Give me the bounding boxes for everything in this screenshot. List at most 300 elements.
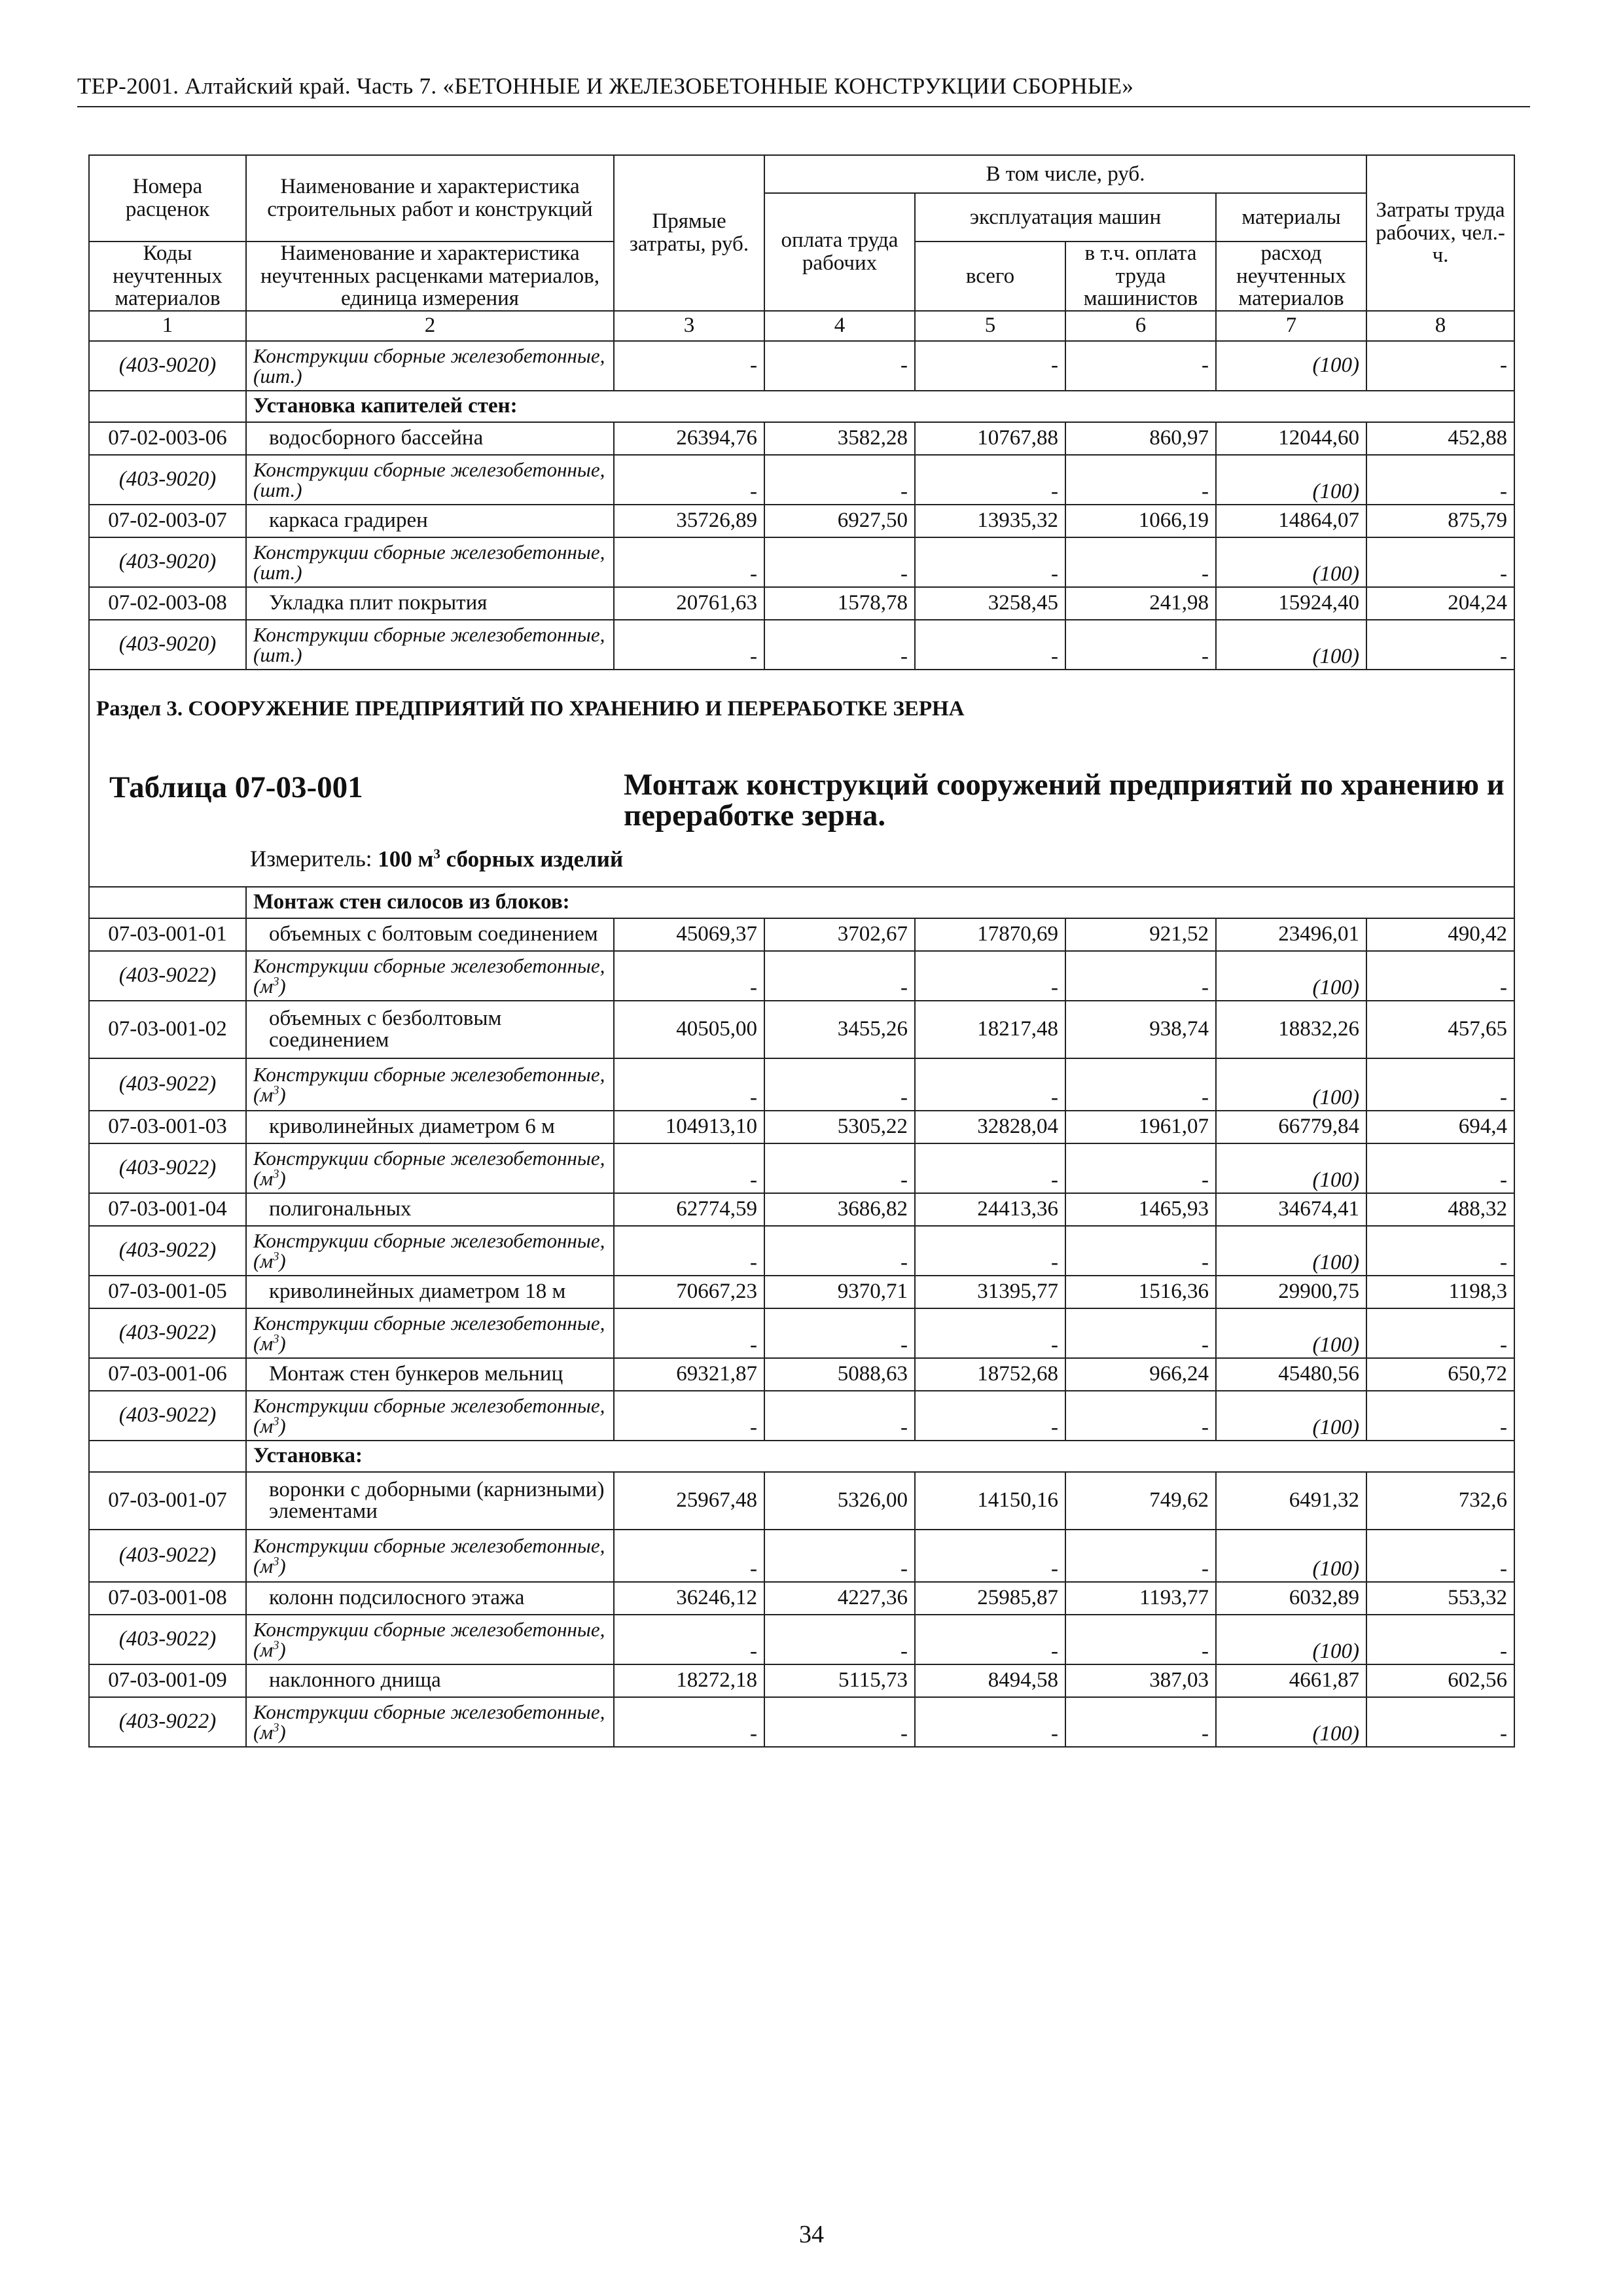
rate-value: 18832,26 [1216,1001,1366,1058]
material-name: Конструкции сборные железобетонные, (шт.) [246,341,614,391]
column-number: 7 [1216,311,1366,341]
material-value: - [915,455,1065,505]
rate-value: 1066,19 [1065,505,1216,537]
rate-value: 490,42 [1366,918,1514,951]
material-value: - [1366,1058,1514,1111]
material-value: - [764,951,915,1001]
material-value: - [1065,1530,1216,1582]
material-value: (100) [1216,537,1366,587]
material-code: (403-9022) [89,1058,246,1111]
rate-value: 457,65 [1366,1001,1514,1058]
material-value: (100) [1216,620,1366,670]
material-name-text: Конструкции сборные железобетонные, (м [253,954,605,997]
rate-code: 07-03-001-07 [89,1472,246,1530]
material-code: (403-9022) [89,1308,246,1358]
rate-value: 602,56 [1366,1664,1514,1697]
unit-tail: ) [279,1249,286,1272]
material-row [89,537,1514,587]
column-numbers-row [89,311,1514,341]
column-number: 3 [614,311,764,341]
rate-value: 553,32 [1366,1582,1514,1615]
material-name [246,455,614,505]
material-code: (403-9022) [89,1226,246,1276]
meter-rest: сборных изделий [446,846,624,872]
rate-value: 26394,76 [614,422,764,455]
material-value: - [915,620,1065,670]
material-value: (100) [1216,1308,1366,1358]
material-name [246,1143,614,1193]
section-title: Раздел 3. СООРУЖЕНИЕ ПРЕДПРИЯТИЙ ПО ХРАНЕНИЮ И ПЕРЕРАБОТКЕ ЗЕРНА [89,670,1514,749]
rate-row [89,1358,1514,1391]
rate-row [89,1001,1514,1058]
header-row-1 [89,155,1514,193]
material-name [246,951,614,1001]
rate-value: 25967,48 [614,1472,764,1530]
unit-tail: ) [279,1720,286,1744]
rate-value: 23496,01 [1216,918,1366,951]
material-value: - [614,1615,764,1664]
rate-value: 8494,58 [915,1664,1065,1697]
rate-value: 6927,50 [764,505,915,537]
col-header-machines: эксплуатация машин [915,193,1216,242]
rate-value: 921,52 [1065,918,1216,951]
rate-value: 1516,36 [1065,1276,1216,1308]
material-value: - [1366,341,1514,391]
material-value: - [1065,1391,1216,1441]
material-value: (100) [1216,341,1366,391]
rate-code: 07-02-003-06 [89,422,246,455]
material-value: - [1065,455,1216,505]
material-value: - [1366,1226,1514,1276]
rate-code: 07-03-001-01 [89,918,246,951]
material-row [89,1530,1514,1582]
rate-row [89,422,1514,455]
material-value: - [614,1308,764,1358]
material-value: - [614,455,764,505]
group-title-row [89,887,1514,918]
material-value: - [1366,455,1514,505]
material-value: - [1366,1391,1514,1441]
work-name: Укладка плит покрытия [246,587,614,620]
rate-value: 5088,63 [764,1358,915,1391]
material-value: - [915,341,1065,391]
rate-value: 14864,07 [1216,505,1366,537]
material-value: - [1065,1697,1216,1747]
material-name [246,537,614,587]
material-name-text: Конструкции сборные железобетонные, (м [253,1062,605,1106]
rate-value: 9370,71 [764,1276,915,1308]
rate-value: 104913,10 [614,1111,764,1143]
unit-superscript: 3 [273,1638,279,1653]
col-header-material-name: Наименование и характеристика неучтенных расценками материалов, единица измерения [246,242,614,311]
rate-value: 18272,18 [614,1664,764,1697]
col-header-labor-hours: Затраты труда рабочих, чел.-ч. [1366,155,1514,311]
rate-value: 650,72 [1366,1358,1514,1391]
rate-value: 4661,87 [1216,1664,1366,1697]
material-value: - [915,537,1065,587]
rate-value: 20761,63 [614,587,764,620]
material-value: - [915,951,1065,1001]
rate-code: 07-03-001-04 [89,1193,246,1226]
material-value: - [1065,1058,1216,1111]
rate-value: 3686,82 [764,1193,915,1226]
material-row [89,1226,1514,1276]
rate-value: 204,24 [1366,587,1514,620]
unit-superscript: 3 [273,1332,279,1346]
material-value: (100) [1216,1226,1366,1276]
material-value: - [1065,1615,1216,1664]
rate-value: 488,32 [1366,1193,1514,1226]
section-title-row [89,670,1514,749]
rate-row [89,1472,1514,1530]
work-name: воронки с доборными (карнизными) элементами [246,1472,614,1530]
group-title-row [89,1441,1514,1472]
rate-code: 07-03-001-03 [89,1111,246,1143]
material-name [246,1615,614,1664]
material-name [246,1058,614,1111]
col-header-rate-numbers: Номера расценок [89,155,246,242]
meter-value: 100 м [378,846,434,872]
material-value: - [614,951,764,1001]
rate-value: 1578,78 [764,587,915,620]
rate-value: 3455,26 [764,1001,915,1058]
col-header-material-codes: Коды неучтенных материалов [89,242,246,311]
unit-superscript: 3 [273,1167,279,1181]
table-title-row [89,749,1514,887]
work-name: объемных с безболтовым соединением [246,1001,614,1058]
material-row [89,1391,1514,1441]
rate-value: 14150,16 [915,1472,1065,1530]
material-code: (403-9022) [89,1615,246,1664]
material-row [89,1058,1514,1111]
rate-value: 45480,56 [1216,1358,1366,1391]
material-value: - [764,1391,915,1441]
material-code: (403-9020) [89,341,246,391]
material-value: - [1065,341,1216,391]
material-value: - [915,1697,1065,1747]
material-value: - [764,620,915,670]
material-value: - [614,1697,764,1747]
material-code: (403-9020) [89,537,246,587]
rate-row [89,1664,1514,1697]
rates-table [88,154,1515,1748]
unit-tail: ) [279,1331,286,1355]
rate-value: 875,79 [1366,505,1514,537]
column-number: 8 [1366,311,1514,341]
group-title: Установка: [246,1441,1514,1472]
material-value: - [614,1058,764,1111]
rate-value: 12044,60 [1216,422,1366,455]
material-value: (100) [1216,951,1366,1001]
material-name [246,1697,614,1747]
material-value: - [915,1226,1065,1276]
rate-value: 34674,41 [1216,1193,1366,1226]
material-row [89,620,1514,670]
material-name [246,1226,614,1276]
material-value: - [915,1615,1065,1664]
material-code: (403-9022) [89,1143,246,1193]
rate-code: 07-02-003-07 [89,505,246,537]
unit-tail: ) [279,1414,286,1437]
rate-value: 938,74 [1065,1001,1216,1058]
rate-value: 860,97 [1065,422,1216,455]
material-row [89,455,1514,505]
material-value: - [764,537,915,587]
rate-row [89,1276,1514,1308]
unit-superscript: 3 [273,1249,279,1264]
col-header-worker-pay: оплата труда рабочих [764,193,915,311]
rate-value: 732,6 [1366,1472,1514,1530]
unit-tail: ) [279,1638,286,1661]
group-spacer [89,887,246,918]
group-spacer [89,1441,246,1472]
material-name [246,1308,614,1358]
material-value: - [1065,1308,1216,1358]
material-value: (100) [1216,455,1366,505]
work-name: водосборного бассейна [246,422,614,455]
rate-value: 5115,73 [764,1664,915,1697]
page-header-title: ТЕР-2001. Алтайский край. Часть 7. «БЕТОННЫЕ И ЖЕЛЕЗОБЕТОННЫЕ КОНСТРУКЦИИ СБОРНЫЕ» [77,73,1134,99]
material-value: - [1065,620,1216,670]
material-value: - [764,1226,915,1276]
rate-code: 07-03-001-06 [89,1358,246,1391]
material-value: (100) [1216,1615,1366,1664]
material-value: - [915,1391,1065,1441]
rate-value: 70667,23 [614,1276,764,1308]
material-value: - [614,620,764,670]
material-value: - [614,1143,764,1193]
rate-value: 1961,07 [1065,1111,1216,1143]
rate-value: 387,03 [1065,1664,1216,1697]
material-value: - [1366,1308,1514,1358]
material-value: - [764,1530,915,1582]
rate-value: 749,62 [1065,1472,1216,1530]
unit-superscript: 3 [273,1721,279,1735]
rate-code: 07-02-003-08 [89,587,246,620]
meter-label: Измеритель: [250,846,372,872]
rate-value: 3702,67 [764,918,915,951]
material-row [89,1615,1514,1664]
material-name-text: Конструкции сборные железобетонные, (м [253,1146,605,1190]
material-code: (403-9022) [89,1697,246,1747]
material-name-text: Конструкции сборные железобетонные, (м [253,1534,605,1577]
rate-value: 45069,37 [614,918,764,951]
rate-value: 1465,93 [1065,1193,1216,1226]
material-value: - [915,1308,1065,1358]
rate-value: 966,24 [1065,1358,1216,1391]
rate-code: 07-03-001-05 [89,1276,246,1308]
col-header-direct-costs: Прямые затраты, руб. [614,155,764,311]
rate-value: 10767,88 [915,422,1065,455]
material-name-text: Конструкции сборные железобетонные, (м [253,1311,605,1355]
column-number: 6 [1065,311,1216,341]
rate-value: 35726,89 [614,505,764,537]
material-value: - [1065,1226,1216,1276]
rate-value: 694,4 [1366,1111,1514,1143]
work-name: криволинейных диаметром 6 м [246,1111,614,1143]
col-header-machines-total: всего [915,242,1065,311]
rate-row [89,587,1514,620]
material-value: - [764,455,915,505]
work-name: каркаса градирен [246,505,614,537]
material-value: - [764,1143,915,1193]
rate-value: 17870,69 [915,918,1065,951]
rate-row [89,505,1514,537]
meter-superscript: 3 [433,845,440,861]
material-value: - [764,1058,915,1111]
rate-value: 66779,84 [1216,1111,1366,1143]
material-code: (403-9022) [89,1530,246,1582]
unit-superscript: 3 [273,1554,279,1569]
material-value: - [1366,951,1514,1001]
material-name [246,620,614,670]
rate-value: 3582,28 [764,422,915,455]
unit-tail: ) [279,1083,286,1106]
column-number: 2 [246,311,614,341]
group-title: Монтаж стен силосов из блоков: [246,887,1514,918]
material-value: - [764,1697,915,1747]
col-header-work-name: Наименование и характеристика строительных работ и конструкций [246,155,614,242]
material-name-text: Конструкции сборные железобетонные, (шт.) [253,457,605,501]
material-name-text: Конструкции сборные железобетонные, (м [253,1229,605,1272]
rate-value: 25985,87 [915,1582,1065,1615]
rate-value: 6032,89 [1216,1582,1366,1615]
material-value: - [915,1143,1065,1193]
col-header-including: В том числе, руб. [764,155,1366,193]
material-value: (100) [1216,1058,1366,1111]
rate-value: 5305,22 [764,1111,915,1143]
material-value: - [1366,620,1514,670]
material-value: (100) [1216,1530,1366,1582]
rate-value: 5326,00 [764,1472,915,1530]
material-value: (100) [1216,1391,1366,1441]
rate-value: 18217,48 [915,1001,1065,1058]
material-row [89,1143,1514,1193]
unit-tail: ) [279,974,286,997]
work-name: Монтаж стен бункеров мельниц [246,1358,614,1391]
material-value: - [1366,1615,1514,1664]
group-spacer [89,391,246,422]
unit-tail: ) [279,1554,286,1577]
material-value: - [915,1058,1065,1111]
rate-value: 36246,12 [614,1582,764,1615]
table-label: Таблица 07-03-001 [109,770,363,804]
col-header-operator-pay: в т.ч. оплата труда машинистов [1065,242,1216,311]
rate-value: 69321,87 [614,1358,764,1391]
material-value: - [1366,537,1514,587]
rate-value: 62774,59 [614,1193,764,1226]
material-value: - [1065,951,1216,1001]
col-header-materials: материалы [1216,193,1366,242]
column-number: 5 [915,311,1065,341]
material-value: - [1366,1697,1514,1747]
rate-value: 15924,40 [1216,587,1366,620]
material-name-text: Конструкции сборные железобетонные, (м [253,1617,605,1661]
rate-value: 6491,32 [1216,1472,1366,1530]
material-value: - [1366,1143,1514,1193]
material-code: (403-9020) [89,620,246,670]
rate-code: 07-03-001-09 [89,1664,246,1697]
material-value: - [764,1615,915,1664]
material-row [89,951,1514,1001]
material-row [89,1697,1514,1747]
table-title-block [89,749,1514,887]
material-value: - [1065,1143,1216,1193]
material-name-text: Конструкции сборные железобетонные, (м [253,1700,605,1744]
material-value: - [614,1226,764,1276]
material-name-text: Конструкции сборные железобетонные, (м [253,1393,605,1437]
material-value: - [915,1530,1065,1582]
material-value: - [764,341,915,391]
column-number: 1 [89,311,246,341]
rate-row [89,1582,1514,1615]
rate-value: 24413,36 [915,1193,1065,1226]
rate-value: 13935,32 [915,505,1065,537]
group-title: Установка капителей стен: [246,391,1514,422]
material-value: - [614,1530,764,1582]
material-name [246,1391,614,1441]
rate-value: 1193,77 [1065,1582,1216,1615]
page-number: 34 [799,2221,824,2248]
material-name [246,1530,614,1582]
rate-value: 40505,00 [614,1001,764,1058]
material-row [89,1308,1514,1358]
rate-code: 07-03-001-02 [89,1001,246,1058]
unit-tail: ) [279,1166,286,1190]
material-value: - [1065,537,1216,587]
material-name-text: Конструкции сборные железобетонные, (шт.) [253,622,605,666]
rate-value: 452,88 [1366,422,1514,455]
rate-row [89,1111,1514,1143]
material-code: (403-9022) [89,951,246,1001]
work-name: объемных с болтовым соединением [246,918,614,951]
material-value: - [614,537,764,587]
work-name: полигональных [246,1193,614,1226]
rate-value: 241,98 [1065,587,1216,620]
material-code: (403-9022) [89,1391,246,1441]
column-number: 4 [764,311,915,341]
material-row [89,341,1514,391]
rate-value: 32828,04 [915,1111,1065,1143]
rate-value: 3258,45 [915,587,1065,620]
rate-code: 07-03-001-08 [89,1582,246,1615]
rate-value: 18752,68 [915,1358,1065,1391]
rate-value: 4227,36 [764,1582,915,1615]
work-name: криволинейных диаметром 18 м [246,1276,614,1308]
work-name: наклонного днища [246,1664,614,1697]
rate-value: 29900,75 [1216,1276,1366,1308]
rate-value: 31395,77 [915,1276,1065,1308]
unit-superscript: 3 [273,1414,279,1429]
material-value: - [614,341,764,391]
material-value: - [1366,1530,1514,1582]
header-rule [77,106,1530,107]
material-name-text: Конструкции сборные железобетонные, (шт.) [253,540,605,584]
material-code: (403-9020) [89,455,246,505]
work-name: колонн подсилосного этажа [246,1582,614,1615]
col-header-material-use: расход неучтенных материалов [1216,242,1366,311]
material-value: (100) [1216,1697,1366,1747]
unit-superscript: 3 [273,975,279,989]
rate-row [89,918,1514,951]
material-value: (100) [1216,1143,1366,1193]
rate-value: 1198,3 [1366,1276,1514,1308]
table-description: Монтаж конструкций сооружений предприятий по хранению и переработке зерна. [624,767,1505,833]
meter-line [250,846,623,872]
unit-superscript: 3 [273,1083,279,1098]
rate-row [89,1193,1514,1226]
material-value: - [614,1391,764,1441]
